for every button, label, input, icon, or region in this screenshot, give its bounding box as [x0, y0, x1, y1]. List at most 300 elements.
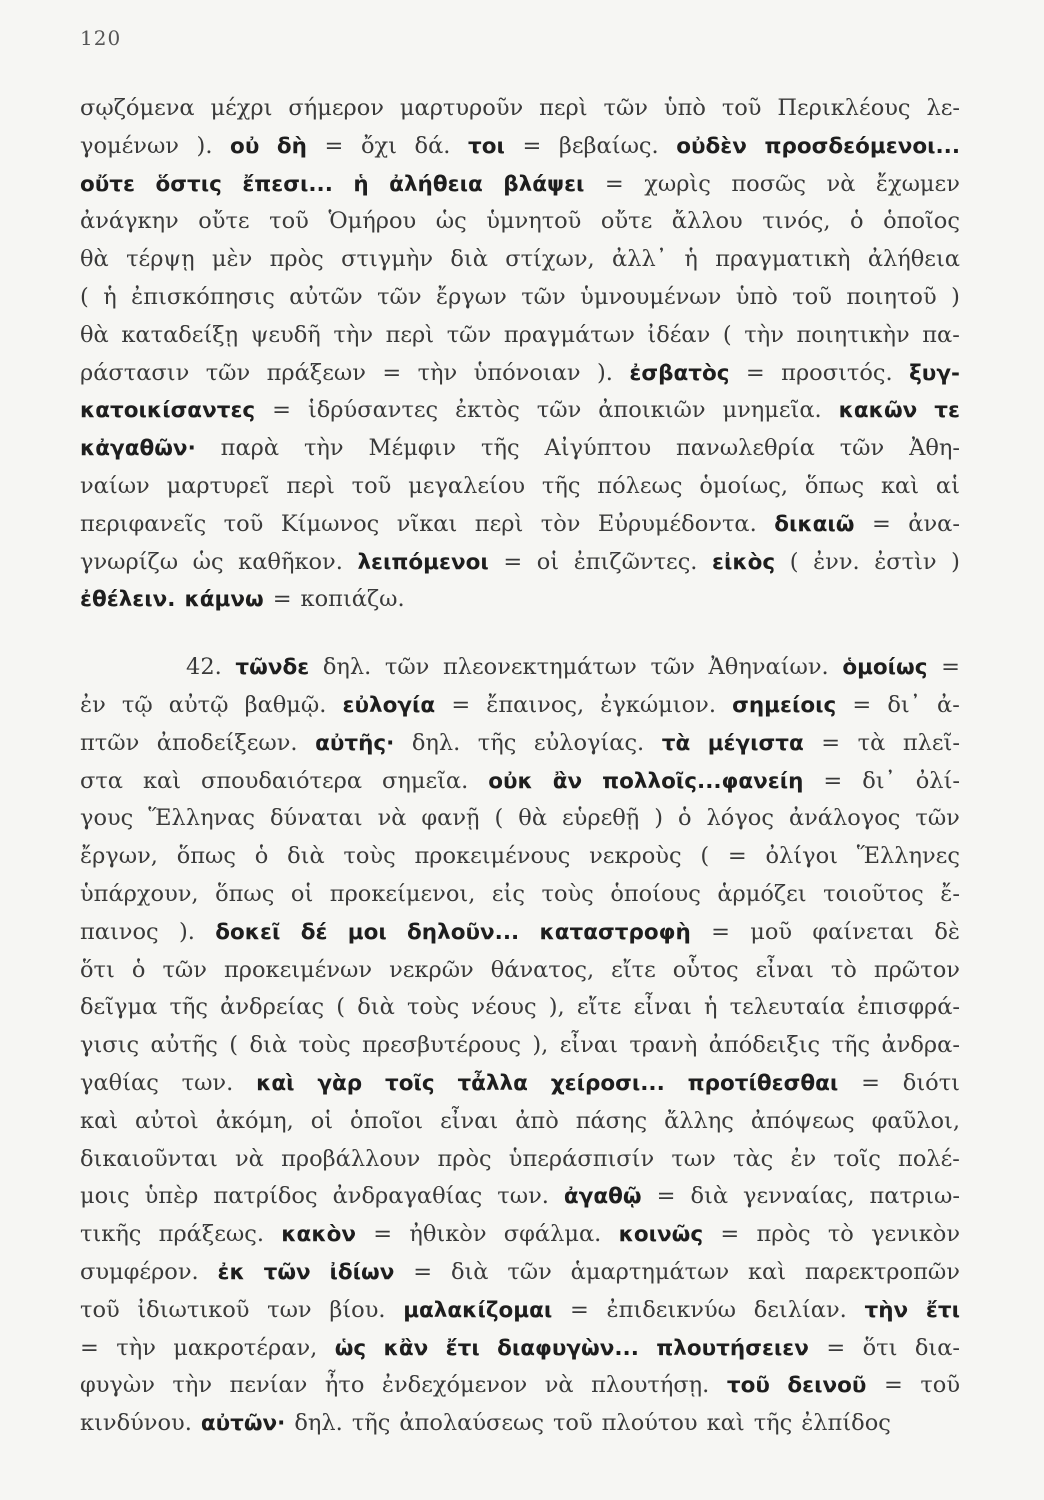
text-line: [80, 725, 960, 763]
text-line: [80, 1254, 960, 1292]
lemma-word: κἀγαθῶν·: [80, 436, 196, 462]
word: ),: [548, 994, 565, 1021]
lemma-word: ἐκ: [217, 1259, 245, 1285]
word: τῶν: [205, 359, 251, 386]
word: πολέ-: [898, 1145, 960, 1172]
word: μοῦ: [750, 918, 793, 945]
word: ἐπισκόπησις: [131, 283, 275, 310]
word: =: [821, 729, 841, 756]
text-line: [80, 1141, 960, 1179]
word: =: [656, 1183, 676, 1210]
lemma-word: γὰρ: [317, 1070, 363, 1096]
word: πλούτου: [601, 1410, 698, 1437]
word: οὗτος: [672, 956, 739, 983]
word: ἐνν.: [813, 548, 860, 575]
word: εἴτε: [611, 956, 656, 983]
word: =: [826, 1334, 846, 1361]
lemma-word: εἰκὸς: [712, 549, 776, 575]
word: ὁ: [131, 956, 146, 983]
lemma-word: τὴν: [864, 1297, 909, 1323]
word: ).: [196, 132, 213, 159]
lemma-word: τε: [934, 398, 960, 424]
word: τῶν: [162, 956, 207, 983]
word: πενίαν: [229, 1372, 308, 1399]
word: ὑπεράσπισίν: [508, 1145, 655, 1172]
word: ἔχωμεν: [875, 170, 960, 197]
word: δηλ.: [411, 729, 461, 756]
word: εἴτε: [576, 994, 622, 1021]
word: =: [373, 1221, 393, 1248]
lemma-word: ἐσβατὸς: [629, 360, 730, 386]
lemma-word: τῶν: [263, 1259, 311, 1285]
word: ὁποῖοι: [350, 1107, 424, 1134]
word: τῶν: [603, 95, 648, 121]
word: Περικλέους: [777, 95, 911, 121]
word: πατριω-: [869, 1183, 960, 1210]
word: ἠθικὸν: [409, 1221, 487, 1248]
lemma-word: οὐ: [230, 133, 260, 159]
word: τὴν: [744, 321, 784, 348]
text-line: [80, 166, 960, 204]
word: ὑπόνοιαν: [473, 359, 581, 386]
word: προκειμένων: [223, 956, 373, 983]
word: ).: [597, 359, 613, 386]
word: τοῦ: [920, 1372, 960, 1399]
lemma-word: κάμνω: [184, 587, 264, 613]
text-line: [80, 544, 960, 582]
word: ὑπὲρ: [144, 1183, 199, 1210]
text-line: [80, 317, 960, 355]
word: ἡ: [703, 994, 718, 1021]
word: ἔπαινος,: [486, 691, 585, 718]
text-line: [80, 279, 960, 317]
word: καθῆκον.: [238, 548, 343, 575]
word: =: [883, 1372, 903, 1399]
word: ὑμνουμένων: [580, 283, 722, 310]
word: 42.: [186, 654, 222, 681]
lemma-word: ὁμοίως: [842, 655, 928, 681]
lemma-word: ἂν: [552, 768, 583, 794]
word: δι᾿: [862, 767, 896, 794]
lemma-word: οὐκ: [488, 768, 533, 794]
text-line: [80, 1178, 960, 1216]
word: περὶ: [286, 472, 335, 499]
word: ): [951, 548, 960, 575]
lemma-word: ἀγαθῷ: [563, 1184, 642, 1210]
word: Ἀθηναίων.: [708, 654, 829, 681]
word: ὑπάρχουν,: [80, 880, 199, 907]
word: σήμερον: [288, 95, 384, 121]
word: πλουτήσῃ.: [591, 1372, 710, 1399]
word: νεκροὺς: [589, 843, 682, 870]
word: δι᾿: [887, 691, 921, 718]
word: διὰ: [357, 994, 395, 1021]
word: ἄλλου: [671, 208, 743, 235]
word: τικῆς: [80, 1221, 142, 1248]
word: ἐπισφρά-: [857, 994, 960, 1021]
word: δικαιοῦνται: [80, 1145, 218, 1172]
word: ὡς: [435, 208, 467, 235]
word: παρὰ: [220, 435, 280, 462]
lemma-word: τοῖς: [385, 1070, 435, 1096]
text-line: [80, 203, 960, 241]
word: ἀ-: [937, 691, 960, 718]
word: ἐπιδεικνύω: [606, 1296, 736, 1323]
lemma-word: αὐτῆς·: [315, 730, 395, 756]
word: πράξεων: [266, 359, 366, 386]
word: οὔτε: [198, 208, 250, 235]
word: τοῦ: [552, 1410, 593, 1437]
word: ὅπως: [176, 843, 236, 870]
word: τῶν: [507, 1258, 552, 1285]
word: τῶν: [650, 654, 695, 681]
word: ἔ-: [940, 880, 960, 907]
word: θὰ: [80, 321, 109, 348]
word: ἔργων,: [80, 843, 158, 870]
word: ἐστὶν: [874, 548, 937, 575]
word: εὐλογίας.: [533, 729, 645, 756]
word: γνωρίζω: [80, 548, 179, 575]
text-line: [80, 1405, 960, 1443]
word: πόλεως: [597, 472, 683, 499]
lemma-word: βλάψει: [503, 171, 585, 197]
lemma-word: δηλοῦν...: [407, 919, 520, 945]
word: καταδείξῃ: [121, 321, 239, 348]
word: τοῦ: [269, 208, 309, 235]
word: Ἕλληνες: [856, 843, 960, 870]
word: περὶ: [539, 95, 588, 121]
word: ἀνάγκην: [80, 208, 179, 235]
word: (: [494, 805, 504, 832]
word: ὀλί-: [915, 767, 960, 794]
word: ἀνάλογος: [788, 805, 901, 832]
word: διότι: [902, 1069, 960, 1096]
word: τῆς: [169, 994, 208, 1021]
word: (: [789, 548, 799, 575]
lemma-word: κἂν: [383, 1335, 429, 1361]
word: πρεσβυτέρους: [362, 1032, 521, 1059]
word: ὅπως: [215, 880, 275, 907]
word: ἀπὸ: [515, 1107, 559, 1134]
text-line: [80, 1292, 960, 1330]
word: =: [604, 170, 624, 197]
word: γομένων: [80, 132, 179, 159]
word: των: [671, 1145, 716, 1172]
word: ὁ: [678, 805, 692, 832]
word: σπουδαιότερα: [201, 767, 363, 794]
word: τῶν: [377, 283, 422, 310]
word: λόγος: [706, 805, 774, 832]
word: θὰ: [518, 805, 548, 832]
word: τέρψῃ: [126, 246, 195, 273]
word: Ὁμήρου: [328, 208, 417, 235]
word: τὸ: [830, 956, 857, 983]
lemma-word: οὔτε: [80, 171, 135, 197]
lemma-word: ξυγ-: [909, 360, 960, 386]
word: καὶ: [880, 472, 920, 499]
word: διὰ: [450, 246, 488, 273]
lemma-word: ἔπεσι...: [242, 171, 333, 197]
word: διὰ: [450, 1258, 489, 1285]
lemma-word: ἔτι: [925, 1297, 960, 1323]
word: ).: [178, 918, 195, 945]
word: ὁ: [850, 208, 864, 235]
lemma-word: τἆλλα: [457, 1070, 528, 1096]
word: =: [711, 918, 730, 945]
word: παρεκτροπῶν: [804, 1258, 960, 1285]
word: εἶναι: [755, 956, 814, 983]
word: =: [745, 359, 765, 386]
word: δὲ: [934, 918, 960, 945]
word: πρὸς: [437, 1145, 492, 1172]
word: τοιοῦτος: [823, 880, 924, 907]
word: πλεονεκτημάτων: [442, 654, 637, 681]
word: τοὺς: [343, 843, 396, 870]
lemma-word: τὰ: [661, 730, 691, 756]
word: =: [451, 691, 471, 718]
word: τοὺς: [406, 994, 460, 1021]
word: γαθίας: [80, 1069, 159, 1096]
word: =: [522, 132, 542, 159]
paragraph-2: [80, 649, 960, 1443]
word: μοις: [80, 1183, 130, 1210]
word: τελευταία: [729, 994, 845, 1021]
word: τῶν: [915, 805, 960, 832]
word: διὰ: [249, 1032, 288, 1059]
word: ἀνα-: [908, 510, 960, 537]
lemma-word: ἡ: [353, 171, 369, 197]
lemma-word: ἔτι: [445, 1335, 480, 1361]
word: ): [951, 283, 960, 310]
word: ὁποῖος: [883, 208, 960, 235]
word: νὰ: [235, 1145, 264, 1172]
text-line: [80, 1103, 960, 1141]
lemma-word: προσδεόμενοι...: [764, 133, 960, 159]
word: σφάλμα.: [503, 1221, 602, 1248]
commentary-text: [80, 90, 960, 1443]
word: ἡ: [684, 246, 698, 273]
word: τοῖς: [833, 1145, 881, 1172]
word: ἡ: [103, 283, 117, 310]
word: ὁμοίως,: [699, 472, 788, 499]
word: =: [569, 1296, 589, 1323]
word: ὀλίγοι: [765, 843, 838, 870]
word: περὶ: [474, 510, 524, 537]
text-line: [80, 1367, 960, 1405]
text-line: [80, 581, 960, 619]
text-line: [80, 649, 960, 687]
word: περὶ: [385, 321, 435, 348]
word: (: [700, 843, 710, 870]
word: ἐκτὸς: [455, 397, 520, 424]
word: =: [727, 843, 747, 870]
lemma-word: μαλακίζομαι: [403, 1297, 553, 1323]
word: γους: [80, 805, 134, 832]
word: ἐνδεχόμενον: [381, 1372, 528, 1399]
word: Ἕλληνας: [148, 805, 256, 832]
word: καὶ: [706, 1410, 745, 1437]
lemma-word: πλουτήσειεν: [656, 1335, 809, 1361]
word: ράστασιν: [80, 359, 190, 386]
word: πανωλεθρία: [676, 435, 815, 462]
word: ἀποδείξεων.: [156, 729, 298, 756]
word: =: [823, 767, 843, 794]
word: τὴν: [172, 1372, 213, 1399]
word: τοῦ: [80, 1296, 120, 1323]
word: εἶναι: [440, 1107, 499, 1134]
word: πάσης: [575, 1107, 648, 1134]
text-line: [80, 241, 960, 279]
word: πρῶτον: [873, 956, 960, 983]
word: δηλ.: [322, 654, 372, 681]
word: ἁμαρτημάτων: [570, 1258, 730, 1285]
lemma-word: δικαιῶ: [774, 511, 855, 537]
word: ἰδιωτικοῦ: [137, 1296, 250, 1323]
word: νὰ: [377, 805, 407, 832]
lemma-word: χείροσι...: [550, 1070, 665, 1096]
word: των: [267, 1296, 312, 1323]
word: μεγαλείου: [408, 472, 526, 499]
word: ποσῶς: [731, 170, 807, 197]
word: τῆς: [477, 729, 517, 756]
lemma-word: μέγιστα: [707, 730, 804, 756]
lemma-word: ὅστις: [155, 171, 222, 197]
word: δά.: [414, 132, 451, 159]
text-line: [80, 952, 960, 990]
word: πρὸς: [269, 246, 324, 273]
word: οἱ: [310, 1107, 334, 1134]
text-line: [80, 1216, 960, 1254]
text-line: [80, 468, 960, 506]
word: τοὺς: [298, 1032, 351, 1059]
word: γισις: [80, 1032, 140, 1059]
word: αὐτῷ: [168, 691, 229, 718]
word: φανῇ: [421, 805, 480, 832]
word: οὔτε: [600, 208, 653, 235]
word: Εὐρυμέδοντα.: [597, 510, 757, 537]
word: ἔργων: [436, 283, 507, 310]
word: τοῦ: [721, 95, 762, 121]
word: χωρὶς: [644, 170, 711, 197]
word: ἁρμόζει: [717, 880, 807, 907]
word: ἐγκώμιον.: [600, 691, 717, 718]
lemma-word: κατοικίσαντες: [80, 398, 256, 424]
word: κινδύνου.: [80, 1410, 192, 1437]
word: νεκρῶν: [389, 956, 474, 983]
lemma-word: διαφυγὼν...: [497, 1335, 639, 1361]
word: αἱ: [935, 472, 960, 499]
word: ἀπόδειξις: [708, 1032, 821, 1059]
word: διὰ: [287, 843, 325, 870]
lemma-word: αὐτῶν·: [200, 1411, 286, 1437]
word: των.: [181, 1069, 234, 1096]
word: δειλίαν.: [753, 1296, 847, 1323]
word: ἱδρύσαντες: [307, 397, 439, 424]
word: πράξεως.: [158, 1221, 265, 1248]
word: παινος: [80, 918, 159, 945]
word: προσιτός.: [781, 359, 893, 386]
lemma-word: κακῶν: [838, 398, 918, 424]
word: τὴν: [303, 435, 344, 462]
word: συμφέρον.: [80, 1258, 199, 1285]
word: των.: [497, 1183, 549, 1210]
word: τοῦ: [351, 472, 392, 499]
word: πτῶν: [80, 729, 140, 756]
word: τὸ: [827, 1221, 854, 1248]
word: =: [941, 654, 960, 681]
word: προβάλλουν: [281, 1145, 421, 1172]
word: τὰ: [857, 729, 886, 756]
word: τῆς: [831, 1032, 871, 1059]
word: τινός,: [762, 208, 831, 235]
word: τῆς: [351, 1410, 391, 1437]
word: λε-: [926, 95, 960, 121]
word: μέχρι: [210, 95, 273, 121]
word: (: [336, 994, 346, 1021]
word: αὐτῶν: [289, 283, 363, 310]
text-line: [80, 1330, 960, 1368]
text-line: [80, 1065, 960, 1103]
word: εἰς: [491, 880, 525, 907]
word: ὡς: [192, 548, 224, 575]
word: κοπιάζω.: [300, 586, 405, 613]
word: περιφανεῖς: [80, 510, 207, 537]
lemma-word: προτίθεσθαι: [687, 1070, 839, 1096]
word: =: [272, 586, 292, 613]
word: =: [413, 1258, 433, 1285]
word: τὴν: [417, 359, 458, 386]
text-line: [80, 687, 960, 725]
text-line: [80, 914, 960, 952]
word: οἱ: [290, 880, 314, 907]
word: σῳζόμενα: [80, 95, 195, 121]
lemma-word: ἐθέλειν.: [80, 587, 176, 613]
word: τοὺς: [541, 880, 594, 907]
word: ὑμνητοῦ: [486, 208, 582, 235]
lemma-word: τοι: [468, 133, 505, 159]
word: ἄλλης: [664, 1107, 734, 1134]
text-line: [80, 1027, 960, 1065]
word: τοῦ: [223, 510, 264, 537]
word: =: [720, 1221, 740, 1248]
word: γενικὸν: [871, 1221, 960, 1248]
lemma-word: εὐλογία: [342, 692, 436, 718]
lemma-word: πολλοῖς...φανείη: [602, 768, 804, 794]
word: ἀνδραγαθίας: [332, 1183, 483, 1210]
word: Αἰγύπτου: [544, 435, 652, 462]
word: μὲν: [211, 246, 253, 273]
word: =: [80, 1334, 99, 1361]
text-line: [80, 800, 960, 838]
word: ὑπὸ: [735, 283, 778, 310]
word: θὰ: [80, 246, 109, 273]
word: ἐν: [80, 691, 106, 718]
word: πατρίδος: [213, 1183, 318, 1210]
lemma-word: τῶνδε: [235, 655, 310, 681]
word: δια-: [914, 1334, 960, 1361]
word: =: [852, 691, 872, 718]
word: βίου.: [329, 1296, 386, 1323]
lemma-word: δοκεῖ: [215, 919, 281, 945]
lemma-word: σημείοις: [732, 692, 837, 718]
word: στα: [80, 767, 124, 794]
word: οἱ: [536, 548, 560, 575]
word: βαθμῷ.: [244, 691, 327, 718]
lemma-word: δὴ: [276, 133, 307, 159]
word: ἀλήθεια: [867, 246, 960, 273]
text-line: [80, 392, 960, 430]
word: πα-: [922, 321, 960, 348]
